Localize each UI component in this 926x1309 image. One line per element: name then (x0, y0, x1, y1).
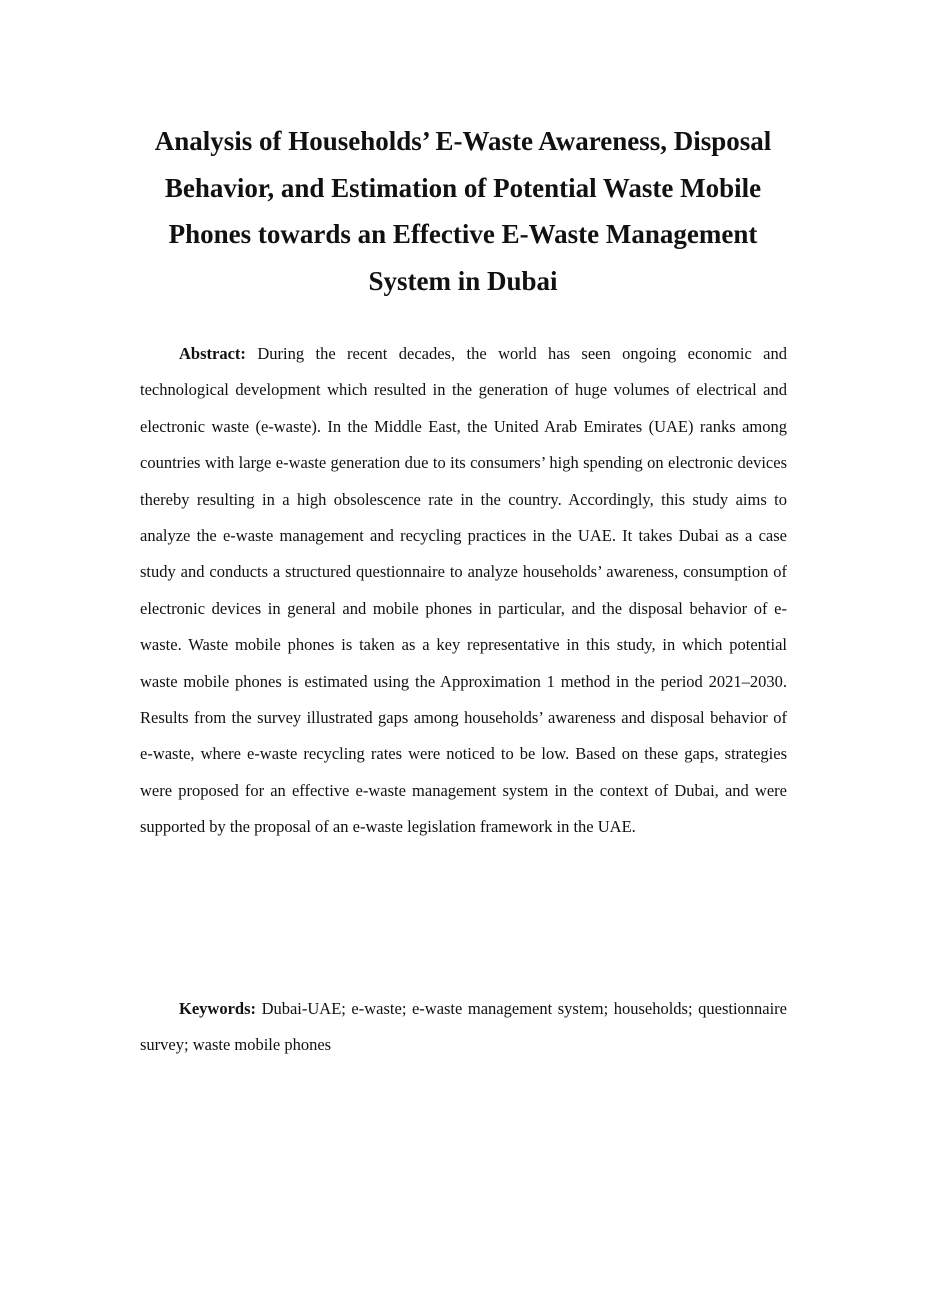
keywords-paragraph (140, 991, 787, 1064)
paper-title: Analysis of Households’ E-Waste Awareness, Disposal Behavior, and Estimation of Potential Waste Mobile Phones towards an Effective E-Waste Management System in Dubai (154, 126, 772, 296)
keywords-label: Keywords: (179, 999, 256, 1018)
keywords-text: Dubai-UAE; e-waste; e-waste management system; households; questionnaire survey; waste mobile phones (140, 999, 788, 1055)
abstract-text: During the recent decades, the world has seen ongoing economic and technological development which resulted in the generation of huge volumes of electrical and electronic waste (e-waste). In the Middle East, the United Arab Emirates (UAE) ranks among countries with large e-waste generation due to its consumers’ high spending on electronic devices thereby resulting in a high obsolescence rate in the country. Accordingly, this study aims to analyze the e-waste management and recycling practices in the UAE. It takes Dubai as a case study and conducts a structured questionnaire to analyze households’ awareness, consumption of electronic devices in general and mobile phones in particular, and the disposal behavior of e-waste. Waste mobile phones is taken as a key representative in this study, in which potential waste mobile phones is estimated using the Approximation 1 method in the period 2021–2030. Results from the survey illustrated gaps among households’ awareness and disposal behavior of e-waste, where e-waste recycling rates were noticed to be low. Based on these gaps, strategies were proposed for an effective e-waste management system in the context of Dubai, and were supported by the proposal of an e-waste legislation framework in the UAE. (140, 344, 788, 837)
abstract-label: Abstract: (179, 344, 246, 363)
abstract-paragraph (140, 336, 787, 846)
